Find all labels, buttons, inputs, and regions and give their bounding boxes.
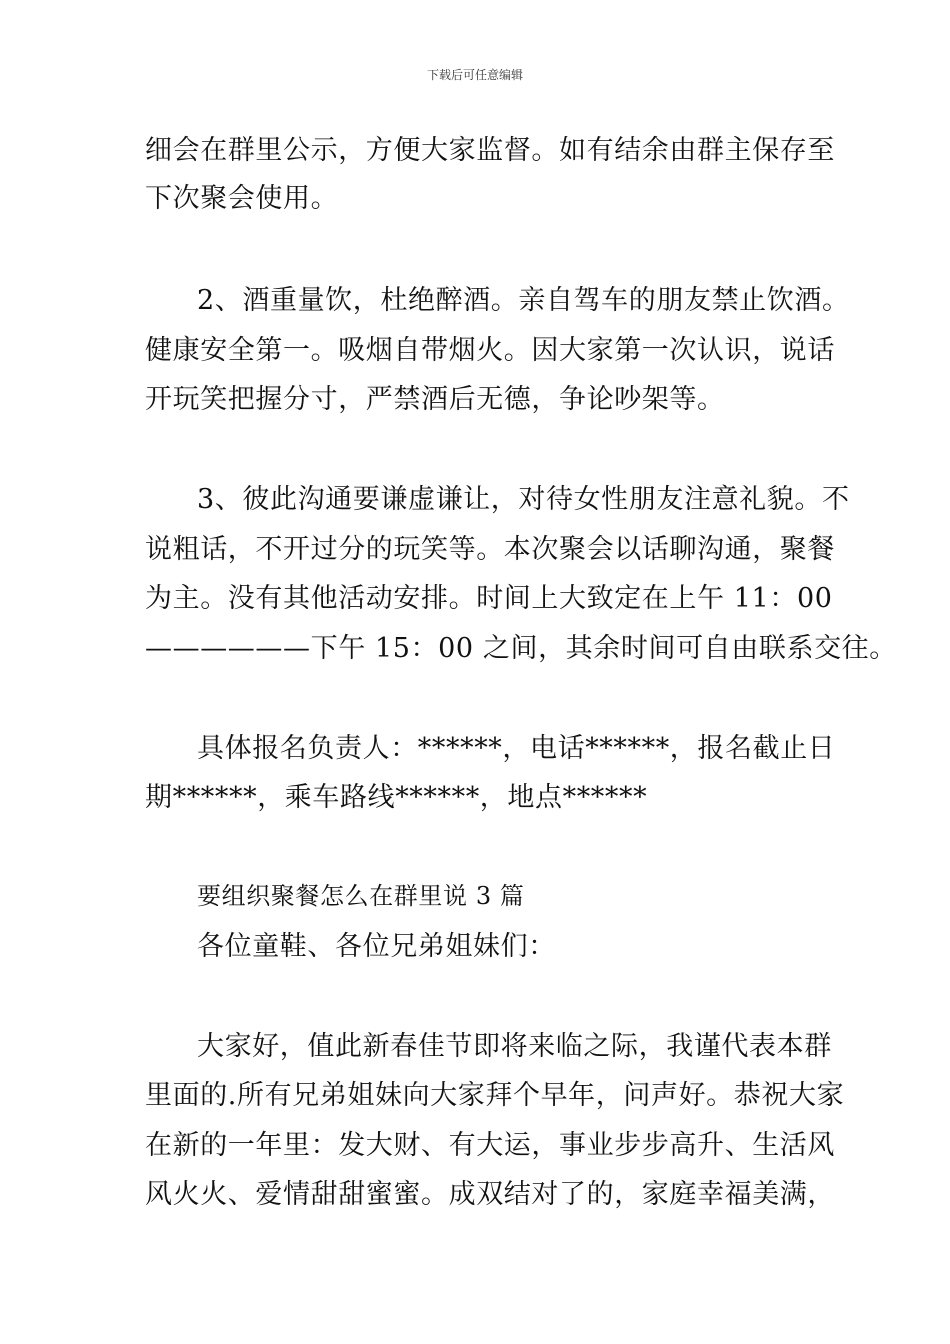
text-line: 为主。没有其他活动安排。时间上大致定在上午 11：00: [145, 583, 833, 614]
text-line: 里面的.所有兄弟姐妹向大家拜个早年，问声好。恭祝大家: [145, 1080, 845, 1111]
text-line: 下次聚会使用。: [145, 183, 339, 214]
greeting: 各位童鞋、各位兄弟姐妹们：: [197, 931, 556, 962]
text-line: 3、彼此沟通要谦虚谦让，对待女性朋友注意礼貌。不: [197, 484, 850, 515]
text-line: 健康安全第一。吸烟自带烟火。因大家第一次认识，说话: [145, 335, 835, 366]
text-line: 在新的一年里：发大财、有大运，事业步步高升、生活风: [145, 1130, 835, 1161]
text-line: 具体报名负责人：******，电话******，报名截止日: [197, 733, 836, 764]
section-heading: 要组织聚餐怎么在群里说 3 篇: [197, 882, 525, 910]
text-line: ——————下午 15：00 之间，其余时间可自由联系交往。: [145, 633, 897, 664]
text-line: 风火火、爱情甜甜蜜蜜。成双结对了的，家庭幸福美满，: [145, 1179, 835, 1210]
text-line: 期******，乘车路线******，地点******: [145, 782, 648, 813]
text-line: 说粗话，不开过分的玩笑等。本次聚会以话聊沟通，聚餐: [145, 534, 835, 565]
text-line: 大家好，值此新春佳节即将来临之际，我谨代表本群: [197, 1031, 832, 1062]
text-line: 开玩笑把握分寸，严禁酒后无德，争论吵架等。: [145, 384, 725, 415]
text-line: 细会在群里公示，方便大家监督。如有结余由群主保存至: [145, 135, 835, 166]
text-line: 2、酒重量饮，杜绝醉酒。亲自驾车的朋友禁止饮酒。: [197, 285, 850, 316]
page-header: 下载后可任意编辑: [426, 68, 523, 82]
